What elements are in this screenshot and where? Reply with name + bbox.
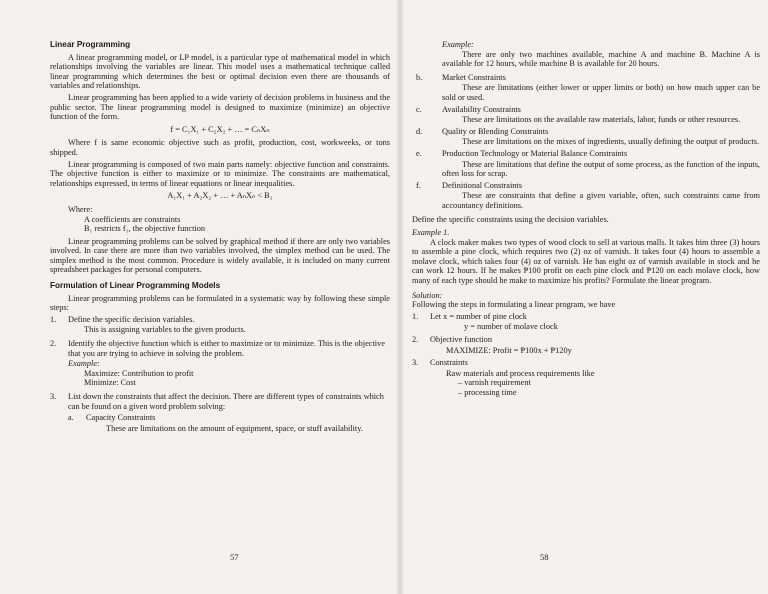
constraint-c bbox=[412, 105, 760, 115]
item-description: These are limitations on the mixes of ingredients, usually defining the output of products. bbox=[462, 137, 760, 147]
constraint-e bbox=[412, 149, 760, 159]
solution-step-2 bbox=[412, 335, 760, 345]
step-number: 1. bbox=[412, 311, 419, 321]
step-text: Constraints bbox=[430, 358, 468, 368]
example-label: Example: bbox=[442, 40, 474, 49]
step-text: Let x = number of pine clock bbox=[430, 311, 527, 321]
item-description: These are limitations (either lower or upper limits or both) on how much upper can be sold or used. bbox=[442, 83, 760, 102]
item-letter: c. bbox=[416, 104, 422, 114]
item-description: These are constraints that define a given variable, often, such constraints came from accountancy definitions. bbox=[442, 191, 760, 210]
example-item: Maximize: Contribution to profit bbox=[84, 368, 194, 378]
example-text: There are only two machines available, machine A and machine B. Machine A is available for 12 hours, while machine B is available for 20 hours. bbox=[442, 49, 760, 69]
step-detail: y = number of molave clock bbox=[464, 322, 558, 332]
step-text: Define the specific decision variables. bbox=[68, 314, 195, 324]
paragraph: Linear programming has been applied to a wide variety of decision problems in business and the public sector. The linear programming model is designed to maximize (minimize) an objective function of the form. bbox=[50, 92, 390, 122]
item-letter: e. bbox=[416, 148, 422, 158]
item-title: Quality or Blending Constraints bbox=[442, 126, 549, 136]
item-title: Production Technology or Material Balance Constraints bbox=[442, 148, 628, 158]
step-detail: Raw materials and process requirements like bbox=[446, 368, 595, 378]
page-number: 58 bbox=[540, 552, 549, 562]
section-heading-formulation: Formulation of Linear Programming Models bbox=[50, 281, 221, 291]
item-description: These are limitations on the available raw materials, labor, funds or other resources. bbox=[462, 115, 741, 125]
step-number: 2. bbox=[50, 339, 57, 349]
right-page-content bbox=[412, 40, 760, 398]
example-1-label: Example 1. bbox=[412, 228, 450, 238]
step-number: 3. bbox=[50, 392, 57, 401]
constraint-a bbox=[68, 413, 390, 423]
solution-step-1 bbox=[412, 312, 760, 322]
objective-formula: f = C₁X₁ + C₂X₂ + … = CₙXₙ bbox=[170, 124, 270, 134]
paragraph: Where f is same economic objective such as profit, production, cost, workweeks, or tons shipped. bbox=[50, 138, 390, 157]
constraint-f bbox=[412, 181, 760, 191]
item-description: These are limitations on the amount of equipment, space, or stuff availability. bbox=[106, 423, 363, 433]
section-heading-linear-programming: Linear Programming bbox=[50, 40, 131, 49]
constraint-b bbox=[412, 73, 760, 83]
step-text: Objective function bbox=[430, 335, 492, 345]
step-2 bbox=[50, 339, 390, 358]
solution-label: Solution: bbox=[412, 290, 443, 300]
solution-intro: Following the steps in formulating a linear program, we have bbox=[412, 300, 616, 310]
requirement-item: – varnish requirement bbox=[458, 378, 531, 388]
item-title: Capacity Constraints bbox=[86, 413, 156, 423]
paragraph: Linear programming is composed of two main parts namely: objective function and constraints. The objective function is either to maximize or to minimize. The constraints are mathematical, relationships expressed, in terms of linear equations or linear inequalities. bbox=[50, 159, 390, 188]
item-letter: a. bbox=[68, 413, 74, 423]
left-page-content bbox=[50, 40, 390, 435]
where-item: A coefficients are constraints bbox=[84, 214, 181, 224]
step-detail: This is assigning variables to the given products. bbox=[84, 325, 246, 335]
step-3 bbox=[50, 392, 390, 411]
example-item: Minimize: Cost bbox=[84, 378, 136, 388]
constraint-d bbox=[412, 127, 760, 137]
step-number: 3. bbox=[412, 358, 419, 368]
requirement-item: – processing time bbox=[458, 388, 517, 397]
item-letter: d. bbox=[416, 126, 423, 136]
where-item: B₁ restricts f₁, the objective function bbox=[84, 224, 205, 234]
paragraph: Linear programming problems can be solved by graphical method if there are only two variables involved. In case there are more than two variables involved, the simplex method can be used. The simplex method is the most common. Procedure is widely available, it is included on many current spreadsheet packages for personal computers. bbox=[50, 236, 390, 275]
objective-function: MAXIMIZE: Profit = ₱100x + ₱120y bbox=[446, 345, 572, 355]
item-letter: b. bbox=[416, 72, 423, 82]
paragraph: Linear programming problems can be formulated in a systematic way by following these simple steps: bbox=[50, 293, 390, 313]
problem-text: A clock maker makes two types of wood clock to sell at various malls. It takes him three (3) hours to assemble a pine clock, which requires two (2) oz of varnish. It takes four (4) hours to assemble a molave clock, which takes four (4) oz of varnish. He has eight oz of varnish available in stock and he can work 12 hours. If he makes ₱100 profit on each pine clock and ₱120 on each molave clock, how many of each type should he make to maximize his profits? Formulate the linear program. bbox=[412, 237, 760, 286]
item-letter: f. bbox=[416, 180, 421, 190]
step-text: List down the constraints that affect the decision. There are different types of constraints which can be found on a given word problem solving: bbox=[68, 392, 384, 411]
item-title: Availability Constraints bbox=[442, 104, 521, 114]
example-label: Example: bbox=[68, 359, 100, 369]
constraint-formula: A₁X₁ + A₂X₂ + … + AₙXₙ < B₁ bbox=[167, 191, 273, 201]
item-title: Definitional Constraints bbox=[442, 180, 522, 190]
step-number: 1. bbox=[50, 314, 57, 324]
item-title: Market Constraints bbox=[442, 72, 506, 82]
where-label: Where: bbox=[68, 204, 93, 214]
step-1 bbox=[50, 315, 390, 325]
solution-step-3 bbox=[412, 358, 760, 368]
instruction: Define the specific constraints using the decision variables. bbox=[412, 214, 609, 224]
step-number: 2. bbox=[412, 335, 419, 345]
item-description: These are limitations that define the output of some process, as the function of the inputs, often loss for scrap. bbox=[442, 159, 760, 179]
right-page bbox=[400, 0, 768, 594]
paragraph: A linear programming model, or LP model, is a particular type of mathematical model in which relationships involving the variables are linear. This model uses a mathematical technique called linear programming which determines the best or optimal decision even there are thousands of variables and relationships. bbox=[50, 52, 390, 91]
step-text: Identify the objective function which is either to maximize or to minimize. This is the objective that you are trying to achieve in solving the problem. bbox=[68, 339, 385, 358]
page-number: 57 bbox=[230, 552, 239, 562]
